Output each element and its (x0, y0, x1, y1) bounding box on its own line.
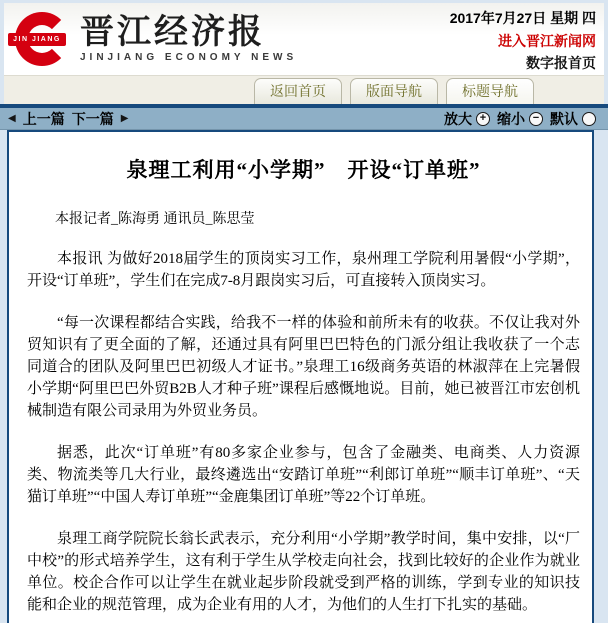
tab-title-nav[interactable]: 标题导航 (446, 78, 534, 104)
site-logo[interactable] (4, 3, 297, 75)
zoom-out-button[interactable] (497, 109, 543, 129)
article-content (7, 130, 594, 623)
default-size-icon (582, 112, 596, 126)
logo-text-block (80, 15, 297, 64)
current-date: 2017年7月27日 星期 四 (449, 10, 596, 26)
zoom-out-label: 缩小 (497, 110, 525, 127)
logo-badge: JIN JIANG (8, 33, 66, 46)
default-size-button[interactable] (550, 109, 596, 129)
zoom-in-label: 放大 (444, 110, 472, 127)
prev-arrow-icon[interactable]: ◀ (8, 113, 16, 124)
tab-page-nav[interactable]: 版面导航 (350, 78, 438, 104)
article-byline: 本报记者_陈海勇 通讯员_陈思莹 (55, 212, 255, 227)
logo-c-icon (14, 11, 70, 67)
article-paragraph: 据悉，此次“订单班”有80多家企业参与，包含了金融类、电商类、人力资源类、物流类等几大行业，最终遴选出“安踏订单班”“利郎订单班”“顺丰订单班”、“天猫订单班”“中国人寿订单班”“金鹿集团订单班”等22个订单班。 (27, 445, 580, 505)
toolbar-left (8, 109, 128, 129)
article-toolbar (0, 108, 608, 130)
next-article-button[interactable]: 下一篇 (71, 110, 114, 127)
article-title: 泉理工利用“小学期” 开设“订单班” (126, 158, 481, 182)
article-paragraph: 本报讯 为做好2018届学生的顶岗实习工作，泉州理工学院利用暑假“小学期”，开设“订单班”，学生们在完成7-8月跟岗实习后，可直接转入顶岗实习。 (27, 251, 580, 289)
site-header (4, 3, 604, 75)
header-right (450, 3, 604, 75)
toolbar-right (444, 109, 596, 129)
zoom-in-button[interactable] (444, 109, 490, 129)
article-paragraph: “每一次课程都结合实践，给我不一样的体验和前所未有的收获。不仅让我对外贸知识有了更全面的了解，还通过具有阿里巴巴特色的门派分组让我收获了一个志同道合的团队及阿里巴巴初级人才证书。”泉理工16级商务英语的林淑萍在上完暑假小学期“阿里巴巴外贸B2B人才种子班”课程后感慨地说。目前，她已被晋江市宏创机械制造有限公司录用为外贸业务员。 (27, 315, 580, 419)
article-paragraph: 泉理工商学院院长翁长武表示，充分利用“小学期”教学时间，集中安排，以“厂中校”的形式培养学生，这有利于学生从学校走向社会，找到比较好的企业作为就业单位。校企合作可以让学生在就业起步阶段就受到严格的训练，学到专业的知识技能和企业的规范管理，成为企业有用的人才，为他们的人生打下扎实的基础。 (27, 531, 580, 613)
link-jinjiang-news[interactable]: 进入晋江新闻网 (498, 32, 596, 49)
nav-tabstrip (4, 75, 604, 104)
link-digital-home[interactable]: 数字报首页 (526, 55, 596, 71)
tab-home[interactable]: 返回首页 (254, 78, 342, 104)
site-title-en: JINJIANG ECONOMY NEWS (80, 52, 298, 64)
site-title: 晋江经济报 (80, 13, 265, 51)
zoom-in-icon: + (476, 112, 490, 126)
next-arrow-icon[interactable]: ▶ (120, 113, 129, 124)
zoom-out-icon: − (529, 112, 543, 126)
default-size-label: 默认 (550, 110, 578, 127)
prev-article-button[interactable]: 上一篇 (22, 110, 65, 127)
